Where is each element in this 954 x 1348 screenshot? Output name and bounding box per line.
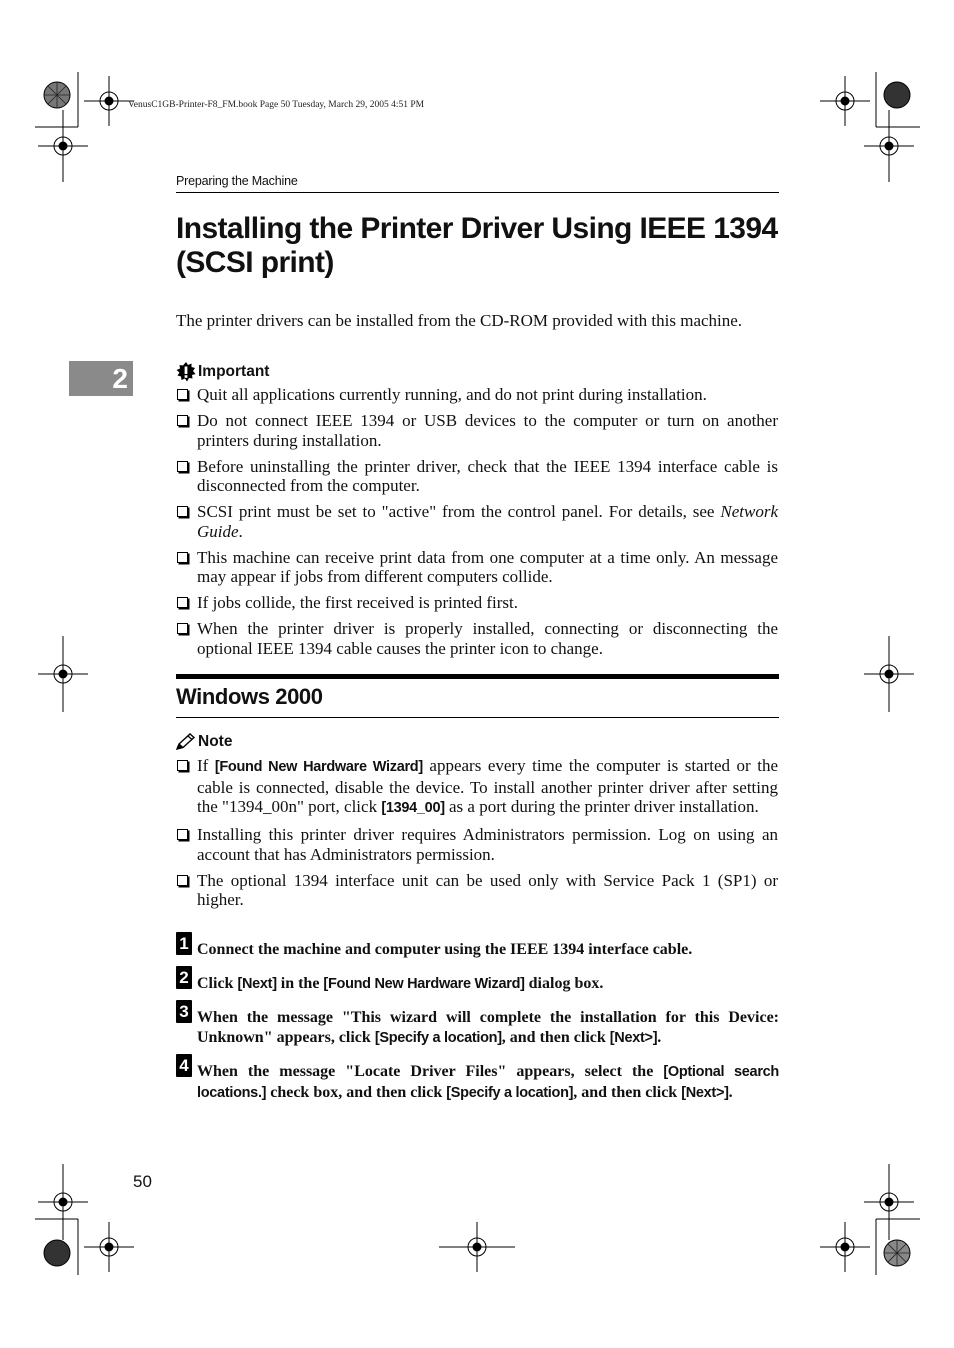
list-item: Before uninstalling the printer driver, check that the IEEE 1394 interface cable is disconnected from the computer.	[176, 457, 778, 496]
registration-target-icon	[864, 1164, 914, 1240]
important-list	[176, 385, 778, 665]
registration-target-icon	[38, 636, 88, 712]
registration-target-icon	[820, 1222, 870, 1272]
step-3: 3 When the message "This wizard will complete the installation for this Device: Unknown" appears, click [Specify a location], and then click [Next>].	[176, 1008, 779, 1048]
header-rule	[176, 192, 779, 193]
density-circle-icon	[42, 1238, 72, 1268]
ui-reference: [Next>]	[609, 1029, 658, 1046]
checkbox-bullet-icon	[177, 461, 188, 472]
list-item: If jobs collide, the first received is printed first.	[176, 593, 778, 613]
ui-reference: [1394_00]	[381, 800, 445, 816]
registration-target-icon	[439, 1222, 515, 1272]
page-number: 50	[133, 1172, 152, 1191]
ui-reference: [Next>]	[681, 1084, 729, 1101]
checkbox-bullet-icon	[177, 760, 188, 771]
important-icon	[176, 362, 196, 382]
section-rule-bottom	[176, 717, 779, 718]
step-number: 4	[176, 1054, 192, 1077]
checkbox-bullet-icon	[177, 389, 188, 400]
ui-reference: [Optional search locations.]	[197, 1064, 779, 1101]
chapter-tab: 2	[69, 361, 133, 396]
registration-target-icon	[864, 110, 914, 186]
book-info-line: VenusC1GB-Printer-F8_FM.book Page 50 Tuesday, March 29, 2005 4:51 PM	[128, 100, 425, 110]
list-item: If [Found New Hardware Wizard] appears every time the computer is started or the cable is connected, disable the device. To install another printer driver after setting the "1394_00n" port, click [1394_00] as a port during the printer driver installation.	[176, 756, 778, 819]
intro-paragraph: The printer drivers can be installed from the CD-ROM provided with this machine.	[176, 311, 743, 330]
checkbox-bullet-icon	[177, 552, 188, 563]
list-item: Do not connect IEEE 1394 or USB devices to the computer or turn on another printers during installation.	[176, 411, 778, 450]
registration-target-icon	[38, 110, 88, 186]
list-item: Quit all applications currently running, and do not print during installation.	[176, 385, 778, 405]
page-title: Installing the Printer Driver Using IEEE 1394 (SCSI print)	[176, 212, 778, 279]
running-head: Preparing the Machine	[176, 174, 298, 188]
registration-target-icon	[864, 636, 914, 712]
registration-target-icon	[820, 76, 870, 126]
density-circle-icon	[42, 80, 72, 110]
step-number: 3	[176, 1000, 192, 1023]
note-label: Note	[198, 733, 233, 750]
density-circle-icon	[882, 1238, 912, 1268]
network-guide-reference: Network Guide	[197, 502, 778, 541]
checkbox-bullet-icon	[177, 623, 188, 634]
checkbox-bullet-icon	[177, 829, 188, 840]
checkbox-bullet-icon	[177, 415, 188, 426]
step-1: 1 Connect the machine and computer using the IEEE 1394 interface cable.	[176, 940, 779, 960]
section-title: Windows 2000	[176, 684, 323, 709]
step-number: 2	[176, 966, 192, 989]
list-item: The optional 1394 interface unit can be used only with Service Pack 1 (SP1) or higher.	[176, 871, 778, 910]
list-item: This machine can receive print data from one computer at a time only. An message may appear if jobs from different computers collide.	[176, 548, 778, 587]
note-heading	[176, 733, 232, 751]
important-label: Important	[198, 363, 270, 380]
ui-reference: [Found New Hardware Wizard]	[323, 976, 525, 992]
checkbox-bullet-icon	[177, 875, 188, 886]
step-2: 2 Click [Next] in the [Found New Hardware Wizard] dialog box.	[176, 974, 779, 995]
important-heading	[176, 362, 269, 382]
ui-reference: [Specify a location]	[446, 1084, 574, 1101]
ui-reference: [Next]	[237, 976, 277, 992]
list-item: SCSI print must be set to "active" from the control panel. For details, see Network Guide.	[176, 502, 778, 541]
list-item: When the printer driver is properly installed, connecting or disconnecting the optional IEEE 1394 cable causes the printer icon to change.	[176, 619, 778, 658]
registration-target-icon	[38, 1164, 88, 1240]
note-list	[176, 756, 778, 916]
checkbox-bullet-icon	[177, 506, 188, 517]
ui-reference: [Found New Hardware Wizard]	[214, 759, 423, 775]
pencil-icon	[176, 733, 196, 751]
ui-reference: [Specify a location]	[374, 1029, 502, 1046]
step-4: 4 When the message "Locate Driver Files" appears, select the [Optional search locations.] check box, and then click [Specify a location], and then click [Next>].	[176, 1062, 779, 1103]
density-circle-icon	[882, 80, 912, 110]
checkbox-bullet-icon	[177, 597, 188, 608]
section-rule-top	[176, 674, 779, 679]
registration-target-icon	[84, 76, 134, 126]
list-item: Installing this printer driver requires Administrators permission. Log on using an account that has Administrators permission.	[176, 825, 778, 864]
registration-target-icon	[84, 1222, 134, 1272]
step-number: 1	[176, 932, 192, 955]
